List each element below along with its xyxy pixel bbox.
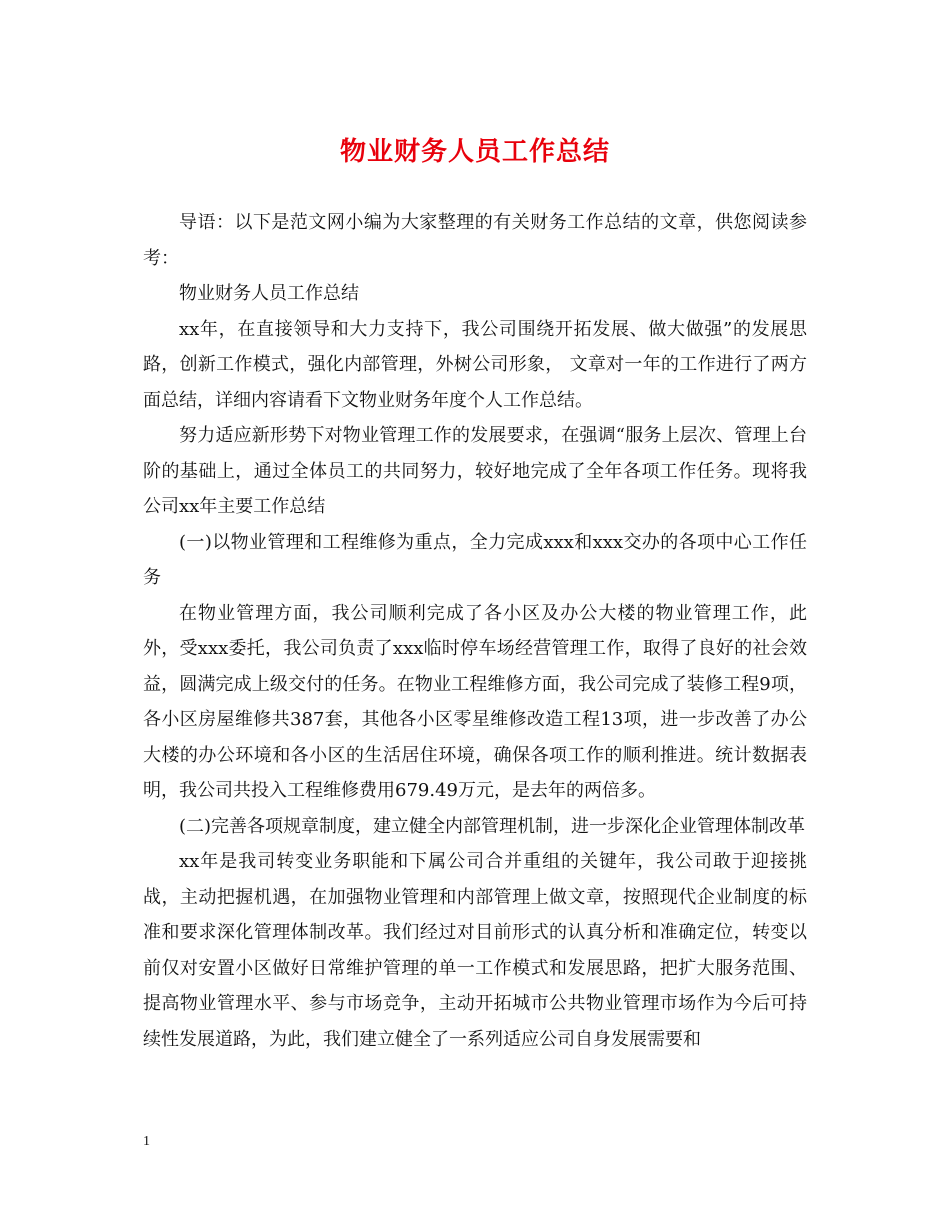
document-title: 物业财务人员工作总结: [339, 137, 610, 167]
subsection-heading: (二)完善各项规章制度，建立健全内部管理机制，进一步深化企业管理体制改革: [179, 815, 806, 837]
page-number: 1: [143, 1134, 150, 1149]
body-paragraph: xx年，在直接领导和大力支持下，我公司围绕开拓发展、做大做强”的发展思路，创新工作模式，强化内部管理，外树公司形象， 文章对一年的工作进行了两方面总结，详细内容请看下文物业财务年度个人工作总结。: [143, 318, 807, 411]
body-paragraph: 在物业管理方面，我公司顺利完成了各小区及办公大楼的物业管理工作，此外，受xxx委托，我公司负责了xxx临时停车场经营管理工作，取得了良好的社会效益，圆满完成上级交付的任务。在物业工程维修方面，我公司完成了装修工程9项，各小区房屋维修共387套，其他各小区零星维修改造工程13项，进一步改善了办公大楼的办公环境和各小区的生活居住环境，确保各项工作的顺利推进。统计数据表明，我公司共投入工程维修费用679.49万元，是去年的两倍多。: [143, 602, 807, 801]
intro-paragraph: 导语：以下是范文网小编为大家整理的有关财务工作总结的文章，供您阅读参考：: [143, 212, 807, 269]
body-paragraph: 努力适应新形势下对物业管理工作的发展要求，在强调“服务上层次、管理上台阶的基础上，通过全体员工的共同努力，较好地完成了全年各项工作任务。现将我公司xx年主要工作总结: [143, 425, 807, 517]
section-heading: 物业财务人员工作总结: [179, 283, 359, 304]
document-body: [143, 205, 807, 1057]
subsection-heading: (一)以物业管理和工程维修为重点，全力完成xxx和xxx交办的各项中心工作任务: [143, 531, 807, 588]
body-paragraph: xx年是我司转变业务职能和下属公司合并重组的关键年，我公司敢于迎接挑战，主动把握机遇，在加强物业管理和内部管理上做文章，按照现代企业制度的标准和要求深化管理体制改革。我们经过对目前形式的认真分析和准确定位，转变以前仅对安置小区做好日常维护管理的单一工作模式和发展思路，把扩大服务范围、提高物业管理水平、参与市场竞争，主动开拓城市公共物业管理市场作为今后可持续性发展道路，为此，我们建立健全了一系列适应公司自身发展需要和: [143, 851, 807, 1050]
